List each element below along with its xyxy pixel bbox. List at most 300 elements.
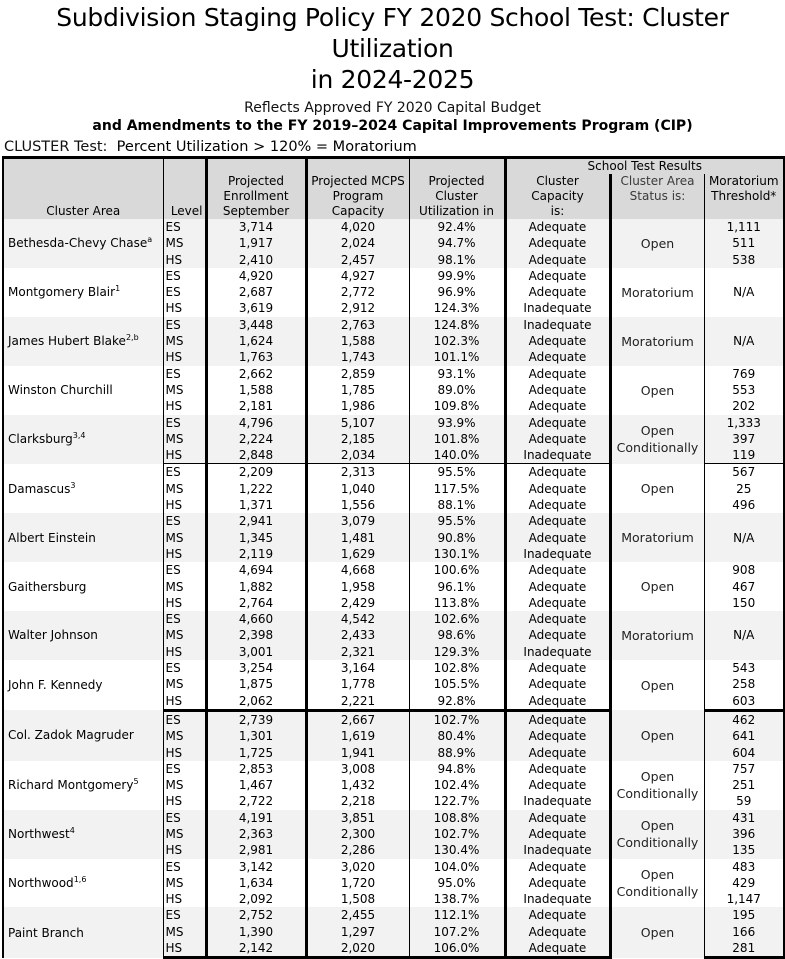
footnote-marker: a [147,235,153,245]
title-line-1: Subdivision Staging Policy FY 2020 School Test: Cluster Utilization [56,3,729,63]
capacity-cell: 2,286 [306,842,409,858]
enrollment-cell: 2,752 [206,907,306,923]
level-cell: HS [163,546,206,562]
capacity-cell: 2,912 [306,300,409,316]
utilization-cell: 92.4% [409,219,505,235]
area-status-cell [610,810,704,859]
adequacy-cell: Inadequate [505,891,610,907]
level-cell: ES [163,859,206,875]
enrollment-cell: 1,222 [206,481,306,497]
utilization-cell: 80.4% [409,728,505,744]
enrollment-cell: 1,875 [206,676,306,692]
adequacy-cell: Inadequate [505,317,610,333]
adequacy-cell: Adequate [505,366,610,382]
cluster-area-cell [3,859,163,908]
capacity-cell: 2,300 [306,826,409,842]
status-text: Conditionally [616,884,699,900]
capacity-cell: 3,079 [306,513,409,529]
utilization-cell: 95.5% [409,464,505,481]
enrollment-cell: 4,796 [206,415,306,431]
adequacy-cell: Adequate [505,497,610,513]
enrollment-cell: 2,739 [206,710,306,728]
area-status-cell [610,317,704,366]
adequacy-cell: Adequate [505,579,610,595]
threshold-cell: 603 [704,693,784,711]
utilization-cell: 101.1% [409,349,505,365]
enrollment-cell: 2,410 [206,252,306,268]
capacity-cell: 1,297 [306,924,409,940]
threshold-cell: 467 [704,579,784,595]
adequacy-cell: Adequate [505,398,610,414]
adequacy-cell: Adequate [505,333,610,349]
utilization-cell: 138.7% [409,891,505,907]
threshold-cell: 135 [704,842,784,858]
page-title [0,2,785,95]
capacity-cell: 4,927 [306,268,409,284]
capacity-cell: 5,107 [306,415,409,431]
threshold-cell: 195 [704,907,784,923]
level-cell: MS [163,235,206,251]
cluster-name: Bethesda-Chevy Chase [8,236,148,251]
col-group-school-test-results: School Test Results [505,158,784,175]
level-cell: HS [163,842,206,858]
utilization-cell: 107.2% [409,924,505,940]
header-line: Enrollment [223,189,289,203]
capacity-cell: 2,034 [306,447,409,464]
capacity-cell: 1,508 [306,891,409,907]
capacity-cell: 1,941 [306,745,409,761]
capacity-cell: 1,588 [306,333,409,349]
enrollment-cell: 2,764 [206,595,306,611]
level-cell: ES [163,513,206,529]
enrollment-cell: 2,181 [206,398,306,414]
enrollment-cell: 2,853 [206,761,306,777]
enrollment-cell: 1,634 [206,875,306,891]
status-text: Open [640,423,675,439]
table-row [3,810,784,826]
level-cell: HS [163,497,206,513]
capacity-cell: 1,720 [306,875,409,891]
footnote-marker: 1,6 [73,874,87,884]
capacity-cell: 2,429 [306,595,409,611]
cluster-name: Clarksburg [8,432,73,447]
threshold-cell: 429 [704,875,784,891]
capacity-cell: 2,221 [306,693,409,711]
enrollment-cell: 2,092 [206,891,306,907]
status-text: Open [640,677,675,693]
enrollment-cell: 3,714 [206,219,306,235]
table-row [3,611,784,627]
level-cell: HS [163,693,206,711]
level-cell: ES [163,464,206,481]
capacity-cell: 1,432 [306,777,409,793]
status-text: Open [640,867,675,883]
utilization-cell: 98.6% [409,627,505,643]
threshold-cell: 150 [704,595,784,611]
level-cell: ES [163,219,206,235]
threshold-cell: N/A [704,611,784,660]
threshold-cell: 166 [704,924,784,940]
area-status-cell [610,611,704,660]
cluster-name: Col. Zadok Magruder [8,728,134,743]
capacity-cell: 4,668 [306,562,409,578]
utilization-cell: 88.1% [409,497,505,513]
utilization-cell: 94.8% [409,761,505,777]
threshold-cell: 1,333 [704,415,784,431]
level-cell: HS [163,252,206,268]
header-line: Cluster [435,189,478,203]
capacity-cell: 2,859 [306,366,409,382]
col-header-cluster-area: Cluster Area [3,158,163,220]
level-cell: ES [163,415,206,431]
header-line: Threshold* [711,189,777,203]
level-cell: ES [163,366,206,382]
header-line: Moratorium [708,174,779,188]
enrollment-cell: 1,588 [206,382,306,398]
utilization-cell: 89.0% [409,382,505,398]
cluster-name: James Hubert Blake [8,334,126,349]
capacity-cell: 1,619 [306,728,409,744]
cluster-name: Albert Einstein [8,530,96,545]
adequacy-cell: Adequate [505,875,610,891]
cluster-name: Northwest [8,826,70,841]
enrollment-cell: 2,119 [206,546,306,562]
header-line: is: [550,204,565,218]
capacity-cell: 2,321 [306,644,409,660]
utilization-cell: 102.7% [409,710,505,728]
enrollment-cell: 3,001 [206,644,306,660]
utilization-cell: 95.5% [409,513,505,529]
adequacy-cell: Inadequate [505,447,610,464]
threshold-cell: 258 [704,676,784,692]
test-rule: Percent Utilization > 120% = Moratorium [116,139,417,155]
level-cell: HS [163,644,206,660]
enrollment-cell: 1,371 [206,497,306,513]
level-cell: ES [163,611,206,627]
status-text: Conditionally [616,835,699,851]
status-text: Open [640,481,675,497]
enrollment-cell: 3,619 [206,300,306,316]
table-body [3,219,784,958]
status-text: Open [640,818,675,834]
utilization-cell: 98.1% [409,252,505,268]
area-status-cell [610,366,704,415]
status-text: Moratorium [621,284,694,300]
table-row [3,513,784,529]
capacity-cell: 4,020 [306,219,409,235]
col-header-level: Level [163,158,206,220]
adequacy-cell: Adequate [505,235,610,251]
status-text: Moratorium [621,628,694,644]
cluster-area-cell [3,907,163,957]
threshold-cell: 641 [704,728,784,744]
threshold-cell: 567 [704,464,784,481]
adequacy-cell: Adequate [505,284,610,300]
enrollment-cell: 2,363 [206,826,306,842]
table-row [3,317,784,333]
utilization-cell: 112.1% [409,907,505,923]
status-text: Conditionally [616,440,699,456]
header-line: Projected [428,174,485,188]
level-cell: MS [163,530,206,546]
footnote-marker: 5 [133,777,139,787]
header-line: Projected [227,174,285,188]
threshold-cell: 397 [704,431,784,447]
cluster-name: Gaithersburg [8,579,87,594]
level-cell: HS [163,940,206,958]
capacity-cell: 2,433 [306,627,409,643]
cluster-area-cell [3,317,163,366]
adequacy-cell: Inadequate [505,300,610,316]
capacity-cell: 3,008 [306,761,409,777]
level-cell: ES [163,268,206,284]
area-status-cell [610,710,704,760]
area-status-cell [610,415,704,464]
capacity-cell: 2,457 [306,252,409,268]
threshold-cell: 553 [704,382,784,398]
level-cell: MS [163,431,206,447]
capacity-cell: 2,455 [306,907,409,923]
enrollment-cell: 1,624 [206,333,306,349]
enrollment-cell: 2,142 [206,940,306,958]
adequacy-cell: Adequate [505,219,610,235]
level-cell: MS [163,777,206,793]
area-status-cell [610,761,704,810]
utilization-cell: 130.4% [409,842,505,858]
utilization-cell: 96.1% [409,579,505,595]
threshold-cell: 769 [704,366,784,382]
area-status-cell [610,562,704,611]
level-cell: ES [163,284,206,300]
level-cell: HS [163,349,206,365]
threshold-cell: 431 [704,810,784,826]
level-cell: MS [163,826,206,842]
capacity-cell: 2,772 [306,284,409,300]
capacity-cell: 4,542 [306,611,409,627]
cluster-name: John F. Kennedy [8,678,103,693]
col-header-area-status [610,174,704,219]
header-line: Cluster Capacity [531,174,584,203]
cluster-area-cell [3,415,163,464]
threshold-cell: 538 [704,252,784,268]
enrollment-cell: 2,209 [206,464,306,481]
level-cell: MS [163,382,206,398]
adequacy-cell: Adequate [505,676,610,692]
utilization-cell: 105.5% [409,676,505,692]
capacity-cell: 1,481 [306,530,409,546]
level-cell: HS [163,447,206,464]
level-cell: HS [163,595,206,611]
status-text: Moratorium [621,530,694,546]
table-row [3,859,784,875]
table-row [3,761,784,777]
level-cell: MS [163,875,206,891]
level-cell: MS [163,676,206,692]
level-cell: MS [163,579,206,595]
area-status-cell [610,907,704,957]
adequacy-cell: Adequate [505,464,610,481]
level-cell: MS [163,924,206,940]
utilization-cell: 88.9% [409,745,505,761]
area-status-cell [610,268,704,317]
threshold-cell: N/A [704,317,784,366]
status-text: Open [640,579,675,595]
document-header [0,2,785,156]
utilization-cell: 102.7% [409,826,505,842]
adequacy-cell: Adequate [505,530,610,546]
enrollment-cell: 2,224 [206,431,306,447]
utilization-cell: 96.9% [409,284,505,300]
enrollment-cell: 1,301 [206,728,306,744]
adequacy-cell: Inadequate [505,644,610,660]
status-text: Open [640,728,675,744]
cluster-name: Northwood [8,875,74,890]
table-row [3,660,784,676]
adequacy-cell: Adequate [505,268,610,284]
cluster-area-cell [3,611,163,660]
level-cell: ES [163,317,206,333]
enrollment-cell: 1,882 [206,579,306,595]
enrollment-cell: 3,448 [206,317,306,333]
enrollment-cell: 3,142 [206,859,306,875]
footnote-marker: 2,b [125,333,139,343]
enrollment-cell: 4,191 [206,810,306,826]
enrollment-cell: 4,660 [206,611,306,627]
cluster-area-cell [3,562,163,611]
utilization-cell: 93.1% [409,366,505,382]
subtitle: Reflects Approved FY 2020 Capital Budget [244,100,541,116]
col-header-threshold [704,174,784,219]
capacity-cell: 1,556 [306,497,409,513]
adequacy-cell: Adequate [505,940,610,958]
capacity-cell: 1,778 [306,676,409,692]
threshold-cell: 757 [704,761,784,777]
table-row [3,562,784,578]
enrollment-cell: 2,662 [206,366,306,382]
utilization-cell: 104.0% [409,859,505,875]
header-line: Capacity [331,204,385,218]
adequacy-cell: Inadequate [505,546,610,562]
adequacy-cell: Adequate [505,924,610,940]
cluster-area-cell [3,710,163,760]
threshold-cell: N/A [704,268,784,317]
col-header-cluster-capacity [505,174,610,219]
threshold-cell: 908 [704,562,784,578]
cluster-test-rule [4,138,785,156]
utilization-cell: 124.3% [409,300,505,316]
cluster-area-cell [3,366,163,415]
col-header-utilization [409,158,505,220]
utilization-cell: 130.1% [409,546,505,562]
enrollment-cell: 2,398 [206,627,306,643]
capacity-cell: 2,024 [306,235,409,251]
level-cell: MS [163,481,206,497]
enrollment-cell: 1,725 [206,745,306,761]
utilization-cell: 140.0% [409,447,505,464]
adequacy-cell: Adequate [505,777,610,793]
cluster-area-cell [3,219,163,268]
utilization-cell: 102.8% [409,660,505,676]
level-cell: ES [163,660,206,676]
cluster-name: Paint Branch [8,925,84,940]
adequacy-cell: Adequate [505,431,610,447]
enrollment-cell: 2,848 [206,447,306,464]
test-label: CLUSTER Test: [4,139,108,155]
level-cell: MS [163,333,206,349]
utilization-cell: 102.4% [409,777,505,793]
cluster-name: Walter Johnson [8,628,98,643]
status-text: Open [640,235,675,251]
title-line-2: in 2024-2025 [310,65,475,94]
enrollment-cell: 1,917 [206,235,306,251]
capacity-cell: 3,020 [306,859,409,875]
table-row [3,268,784,284]
adequacy-cell: Adequate [505,710,610,728]
adequacy-cell: Inadequate [505,842,610,858]
footnote-marker: 4 [69,825,75,835]
level-cell: ES [163,810,206,826]
enrollment-cell: 2,941 [206,513,306,529]
enrollment-cell: 1,763 [206,349,306,365]
cluster-area-cell [3,761,163,810]
table-row [3,366,784,382]
cluster-area-cell [3,268,163,317]
header-line: September [222,204,290,218]
adequacy-cell: Adequate [505,415,610,431]
adequacy-cell: Adequate [505,382,610,398]
table-header [3,158,784,220]
header-line: Status is: [629,189,686,203]
table-row [3,907,784,923]
level-cell: MS [163,728,206,744]
subtitle-amendments: and Amendments to the FY 2019–2024 Capital Improvements Program (CIP) [92,118,693,134]
utilization-cell: 95.0% [409,875,505,891]
utilization-cell: 106.0% [409,940,505,958]
capacity-cell: 2,218 [306,793,409,809]
table-row [3,219,784,235]
capacity-cell: 1,958 [306,579,409,595]
utilization-cell: 122.7% [409,793,505,809]
header-line: Projected MCPS [311,174,405,188]
adequacy-cell: Adequate [505,810,610,826]
capacity-cell: 1,743 [306,349,409,365]
utilization-cell: 92.8% [409,693,505,711]
area-status-cell [610,464,704,513]
adequacy-cell: Adequate [505,660,610,676]
enrollment-cell: 4,694 [206,562,306,578]
utilization-cell: 94.7% [409,235,505,251]
cluster-area-cell [3,660,163,710]
adequacy-cell: Adequate [505,252,610,268]
cluster-name: Damascus [8,481,71,496]
utilization-cell: 102.6% [409,611,505,627]
capacity-cell: 1,040 [306,481,409,497]
adequacy-cell: Adequate [505,728,610,744]
footnote-marker: 3,4 [72,431,86,441]
cluster-area-cell [3,810,163,859]
header-line: Utilization in [419,204,494,218]
enrollment-cell: 2,722 [206,793,306,809]
area-status-cell [610,859,704,908]
cluster-area-cell [3,464,163,513]
col-header-capacity [306,158,409,220]
capacity-cell: 3,851 [306,810,409,826]
capacity-cell: 2,185 [306,431,409,447]
utilization-cell: 108.8% [409,810,505,826]
utilization-cell: 99.9% [409,268,505,284]
table-row [3,464,784,481]
adequacy-cell: Adequate [505,562,610,578]
